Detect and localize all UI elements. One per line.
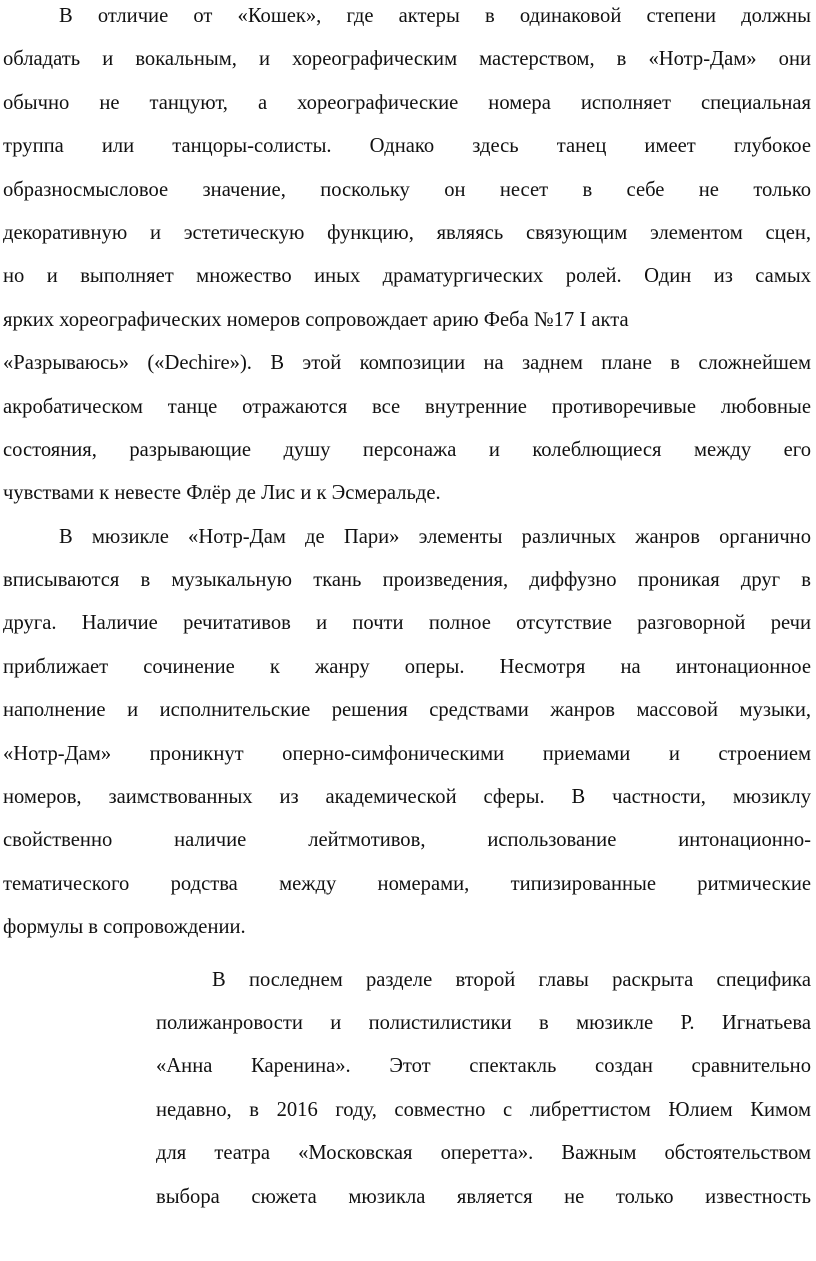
text-line: для театра «Московская оперетта». Важным обстоятельством xyxy=(156,1142,811,1165)
text-line: выбора сюжета мюзикла является не только известность xyxy=(156,1185,811,1208)
text-line: обычно не танцуют, а хореографические номера исполняет специальная xyxy=(3,91,811,114)
text-line: чувствами к невесте Флёр де Лис и к Эсмеральде. xyxy=(3,482,441,505)
text-line: друга. Наличие речитативов и почти полное отсутствие разговорной речи xyxy=(3,612,811,635)
text-line: «Анна Каренина». Этот спектакль создан сравнительно xyxy=(156,1055,811,1078)
text-line: недавно, в 2016 году, совместно с либреттистом Юлием Кимом xyxy=(156,1098,811,1121)
text-line: формулы в сопровождении. xyxy=(3,916,246,939)
paragraph-notre-dame-genres xyxy=(3,516,811,950)
text-line: В последнем разделе второй главы раскрыта специфика xyxy=(212,968,811,991)
paragraph-cats-comparison xyxy=(3,0,811,516)
paragraph-spacer xyxy=(3,950,811,959)
text-line: декоративную и эстетическую функцию, являясь связующим элементом сцен, xyxy=(3,221,811,244)
text-line: вписываются в музыкальную ткань произведения, диффузно проникая друг в xyxy=(3,569,811,592)
text-line: акробатическом танце отражаются все внутренние противоречивые любовные xyxy=(3,395,811,418)
text-line: «Разрываюсь» («Dechire»). В этой композиции на заднем плане в сложнейшем xyxy=(3,352,811,375)
text-line: наполнение и исполнительские решения средствами жанров массовой музыки, xyxy=(3,699,811,722)
text-line: обладать и вокальным, и хореографическим мастерством, в «Нотр-Дам» они xyxy=(3,48,811,71)
text-line: ярких хореографических номеров сопровождает арию Феба №17 I акта xyxy=(3,308,629,331)
text-line: приближает сочинение к жанру оперы. Несмотря на интонационное xyxy=(3,655,811,678)
text-line: В отличие от «Кошек», где актеры в одинаковой степени должны xyxy=(59,5,811,27)
text-line: труппа или танцоры-солисты. Однако здесь танец имеет глубокое xyxy=(3,135,811,158)
text-line: «Нотр-Дам» проникнут оперно-симфоническими приемами и строением xyxy=(3,742,811,765)
text-line: полижанровости и полистилистики в мюзикле Р. Игнатьева xyxy=(156,1011,811,1034)
text-line: но и выполняет множество иных драматургических ролей. Один из самых xyxy=(3,265,811,288)
text-line: образносмысловое значение, поскольку он несет в себе не только xyxy=(3,178,811,201)
text-line: состояния, разрывающие душу персонажа и колеблющиеся между его xyxy=(3,438,811,461)
text-line: номеров, заимствованных из академической сферы. В частности, мюзиклу xyxy=(3,786,811,809)
text-line: свойственно наличие лейтмотивов, использование интонационно- xyxy=(3,829,811,852)
text-line: тематического родства между номерами, типизированные ритмические xyxy=(3,872,811,895)
text-line: В мюзикле «Нотр-Дам де Пари» элементы различных жанров органично xyxy=(59,525,811,548)
paragraph-anna-karenina xyxy=(3,959,811,1219)
